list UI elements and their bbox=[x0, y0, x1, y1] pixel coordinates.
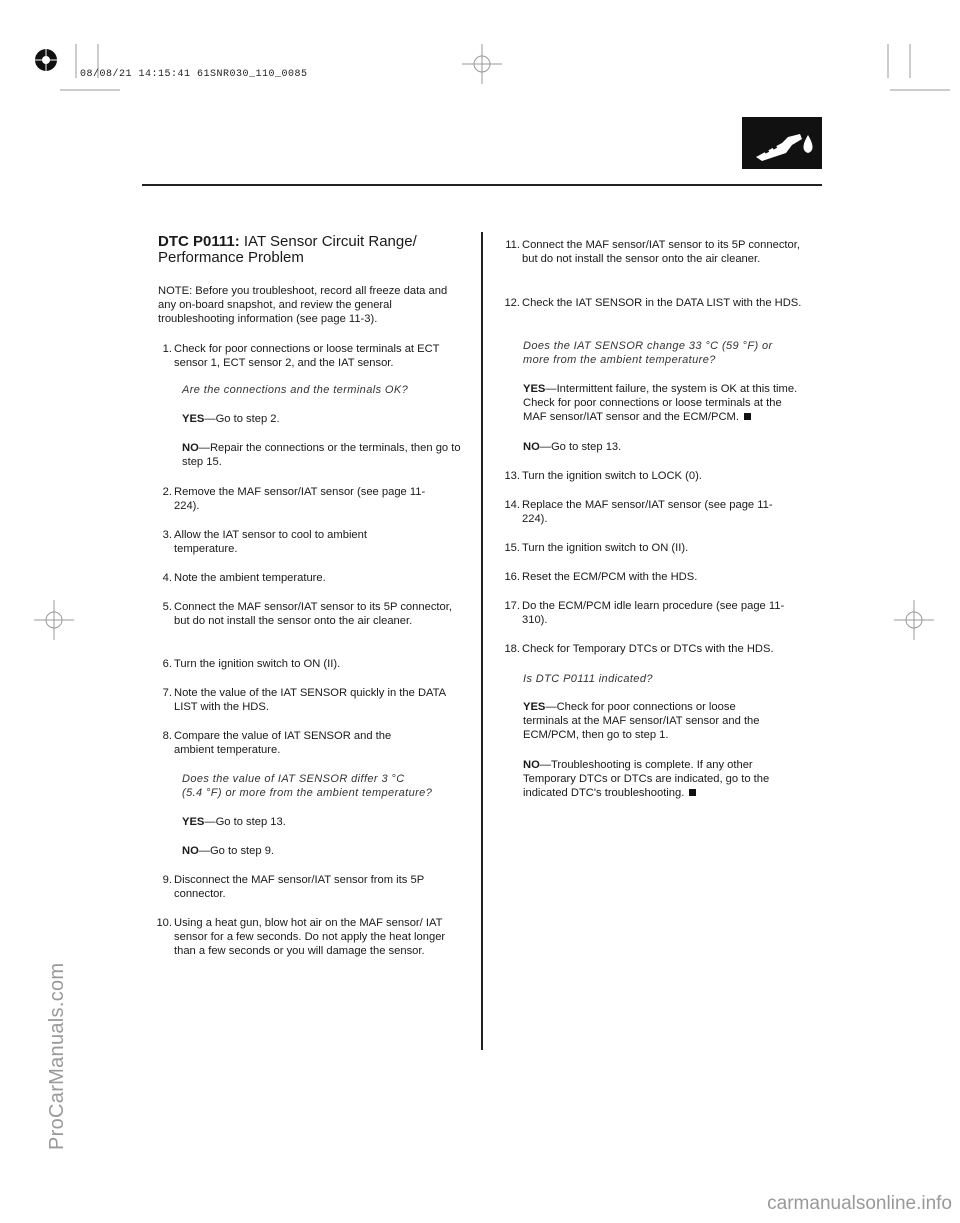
question-12b: more from the ambient temperature? bbox=[523, 354, 716, 366]
crop-mark-top-right bbox=[880, 44, 950, 104]
dtc-description: IAT Sensor Circuit Range/ Performance Problem bbox=[158, 233, 417, 266]
dtc-code: DTC P0111: bbox=[158, 233, 240, 250]
crosshair-top-center bbox=[462, 44, 502, 84]
no-18: NO—Troubleshooting is complete. If any other Temporary DTCs or DTCs are indicated, go to the indicated DTC's troubleshooting. bbox=[523, 759, 770, 799]
question-8b: (5.4 °F) or more from the ambient temperature? bbox=[182, 787, 433, 799]
end-marker-icon bbox=[689, 789, 696, 796]
no-1: NO—Repair the connections or the terminals, then go to step 15. bbox=[182, 442, 461, 468]
page-title bbox=[158, 234, 478, 266]
question-12a: Does the IAT SENSOR change 33 °C (59 °F) or bbox=[523, 340, 773, 352]
question-8a: Does the value of IAT SENSOR differ 3 °C bbox=[182, 773, 405, 785]
bottom-watermark: carmanualsonline.info bbox=[767, 1193, 952, 1214]
end-marker-icon bbox=[744, 413, 751, 420]
print-stamp: 08/08/21 14:15:41 61SNR030_110_0085 bbox=[80, 69, 308, 80]
crosshair-right-middle bbox=[894, 600, 934, 640]
header-rule bbox=[142, 184, 822, 186]
yes-8: YES—Go to step 13. bbox=[182, 816, 286, 828]
no-12: NO—Go to step 13. bbox=[523, 441, 622, 453]
yes-18: YES—Check for poor connections or loose terminals at the MAF sensor/IAT sensor and the ECM/PCM, then go to step 1. bbox=[523, 701, 760, 741]
question-1: Are the connections and the terminals OK? bbox=[182, 384, 409, 396]
question-18: Is DTC P0111 indicated? bbox=[523, 673, 653, 685]
column-divider bbox=[481, 232, 483, 1050]
yes-1: YES—Go to step 2. bbox=[182, 413, 280, 425]
yes-12: YES—Intermittent failure, the system is OK at this time. Check for poor connections or loose terminals at the MAF sensor/IAT sensor and the ECM/PCM. bbox=[523, 383, 798, 423]
side-watermark-text: ProCarManuals.com bbox=[46, 962, 68, 1150]
no-8: NO—Go to step 9. bbox=[182, 845, 275, 857]
fuel-nozzle-icon bbox=[742, 117, 822, 169]
note-text: NOTE: Before you troubleshoot, record all freeze data and any on-board snapshot, and review the general troubleshooting information (see page 11-3). bbox=[158, 285, 448, 325]
side-watermark bbox=[0, 0, 68, 1223]
